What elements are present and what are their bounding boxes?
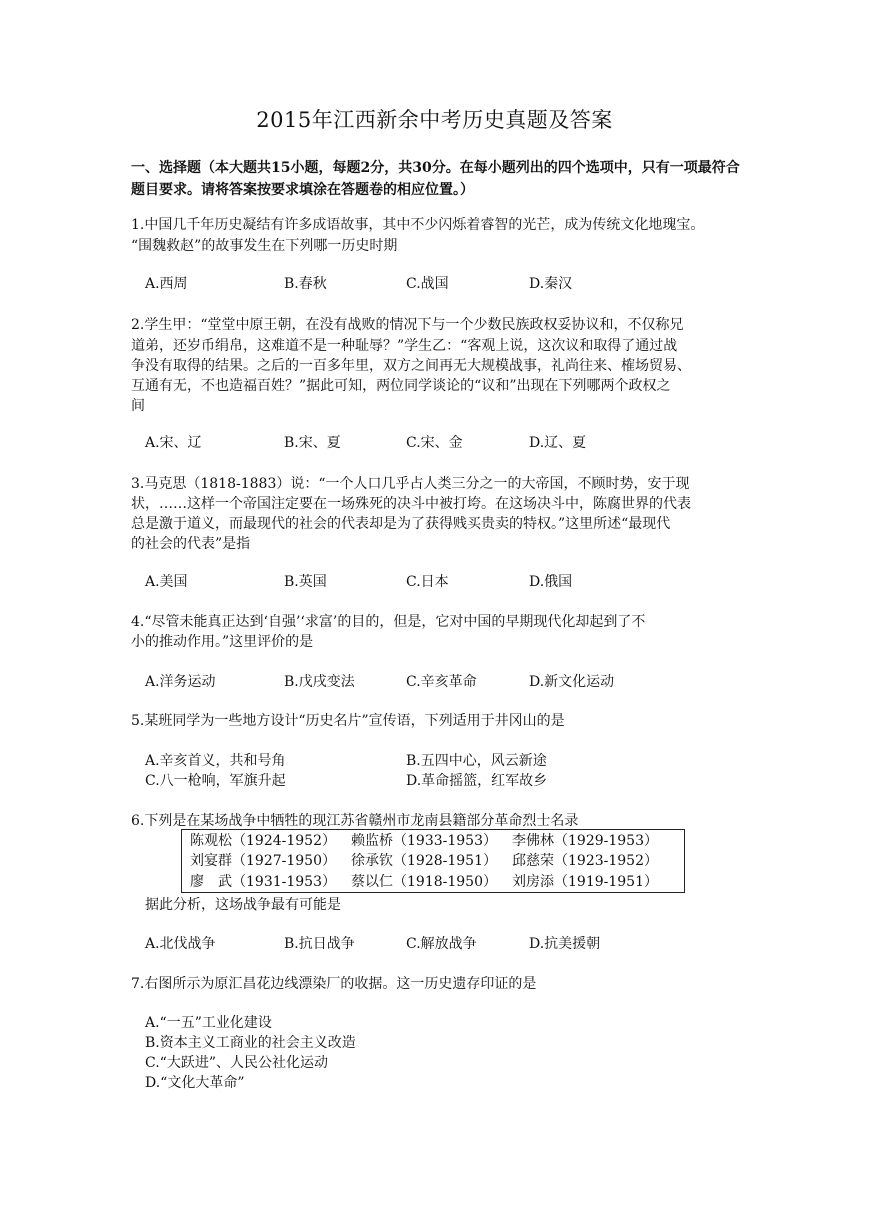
question-1-option-d: D.秦汉 <box>529 276 573 292</box>
question-6-option-d: D.抗美援朝 <box>529 936 601 952</box>
roster-cell: 徐承钦（1928-1951） <box>351 853 497 869</box>
question-6-option-a: A.北伐战争 <box>145 936 216 952</box>
roster-cell: 邱慈荣（1923-1952） <box>512 853 658 869</box>
question-7-stem-line-1: 7.右图所示为原汇昌花边线漂染厂的收据。这一历史遗存印证的是 <box>131 976 537 992</box>
roster-cell: 陈观松（1924-1952） <box>190 833 336 849</box>
roster-cell: 刘房添（1919-1951） <box>512 874 658 890</box>
page-title: 2015年江西新余中考历史真题及答案 <box>256 108 613 132</box>
section-header: 一、选择题（本大题共15小题，每题2分，共30分。在每小题列出的四个选项中，只有一项最符合题目要求。请将答案按要求填涂在答题卷的相应位置。） <box>131 160 740 198</box>
question-2-stem-line-1: 2.学生甲：“堂堂中原王朝，在没有战败的情况下与一个少数民族政权妥协议和，不仅称兄 <box>131 317 684 333</box>
question-3-stem-line-1: 3.马克思（1818-1883）说：“一个人口几乎占人类三分之一的大帝国，不顾时势，安于现 <box>131 476 690 492</box>
question-7-option-a: A.“一五”工业化建设 <box>145 1015 272 1031</box>
question-7-option-b: B.资本主义工商业的社会主义改造 <box>145 1035 356 1051</box>
question-7-option-c: C.“大跃进”、人民公社化运动 <box>145 1055 328 1071</box>
question-5-stem-line-1: 5.某班同学为一些地方设计“历史名片”宣传语，下列适用于井冈山的是 <box>131 713 565 729</box>
question-5-option-b: B.五四中心，风云新途 <box>406 753 547 769</box>
question-6-option-b: B.抗日战争 <box>284 936 355 952</box>
martyr-roster-table <box>181 829 685 893</box>
question-1-option-b: B.春秋 <box>284 276 327 292</box>
question-3-stem-line-4: 的社会的代表”是指 <box>131 536 251 552</box>
question-7-option-d: D.“文化大革命” <box>145 1075 245 1091</box>
question-3-option-d: D.俄国 <box>529 574 573 590</box>
question-3-stem-line-2: 状，……这样一个帝国注定要在一场殊死的决斗中被打垮。在这场决斗中，陈腐世界的代表 <box>131 496 691 512</box>
question-3-option-b: B.英国 <box>284 574 327 590</box>
question-1-option-c: C.战国 <box>406 276 449 292</box>
question-2-option-a: A.宋、辽 <box>145 435 202 451</box>
question-2-stem-line-3: 争没有取得的结果。之后的一百多年里，双方之间再无大规模战事，礼尚往来、榷场贸易、 <box>131 358 691 374</box>
question-2-option-c: C.宋、金 <box>406 435 463 451</box>
question-4-option-c: C.辛亥革命 <box>406 674 477 690</box>
roster-cell: 刘宴群（1927-1950） <box>190 853 336 869</box>
question-6-after-text: 据此分析，这场战争最有可能是 <box>145 897 341 913</box>
question-2-stem-line-2: 道弟，还岁币绢帛，这难道不是一种耻辱？”学生乙：“客观上说，这次议和取得了通过战 <box>131 338 678 354</box>
question-4-option-b: B.戊戌变法 <box>284 674 355 690</box>
question-5-option-d: D.革命摇篮，红军故乡 <box>406 773 548 789</box>
question-1-stem-line-2: “围魏救赵”的故事发生在下列哪一历史时期 <box>131 238 398 254</box>
question-5-option-c: C.八一枪响，军旗升起 <box>145 773 286 789</box>
roster-cell: 赖监桥（1933-1953） <box>351 833 497 849</box>
question-4-stem-line-1: 4.“尽管未能真正达到‘自强’‘求富’的目的，但是，它对中国的早期现代化却起到了不 <box>131 614 646 630</box>
question-6-stem-line-1: 6.下列是在某场战争中牺牲的现江苏省赣州市龙南县籍部分革命烈士名录 <box>131 813 579 829</box>
question-3-option-c: C.日本 <box>406 574 449 590</box>
question-2-stem-line-5: 间 <box>131 398 145 414</box>
roster-cell: 廖 武（1931-1953） <box>190 874 336 890</box>
question-2-stem-line-4: 互通有无，不也造福百姓？”据此可知，两位同学谈论的“议和”出现在下列哪两个政权之 <box>131 378 671 394</box>
question-2-option-d: D.辽、夏 <box>529 435 587 451</box>
question-4-stem-line-2: 小的推动作用。”这里评价的是 <box>131 634 314 650</box>
roster-cell: 蔡以仁（1918-1950） <box>351 874 497 890</box>
question-3-option-a: A.美国 <box>145 574 188 590</box>
roster-cell: 李佛林（1929-1953） <box>512 833 658 849</box>
question-5-option-a: A.辛亥首义，共和号角 <box>145 753 286 769</box>
question-1-stem-line-1: 1.中国几千年历史凝结有许多成语故事，其中不少闪烁着睿智的光芒，成为传统文化地瑰宝。 <box>131 217 705 233</box>
question-4-option-a: A.洋务运动 <box>145 674 216 690</box>
question-2-option-b: B.宋、夏 <box>284 435 341 451</box>
question-4-option-d: D.新文化运动 <box>529 674 615 690</box>
question-3-stem-line-3: 总是激于道义，而最现代的社会的代表却是为了获得贱买贵卖的特权。”这里所述“最现代 <box>131 516 671 532</box>
question-6-option-c: C.解放战争 <box>406 936 477 952</box>
question-1-option-a: A.西周 <box>145 276 188 292</box>
